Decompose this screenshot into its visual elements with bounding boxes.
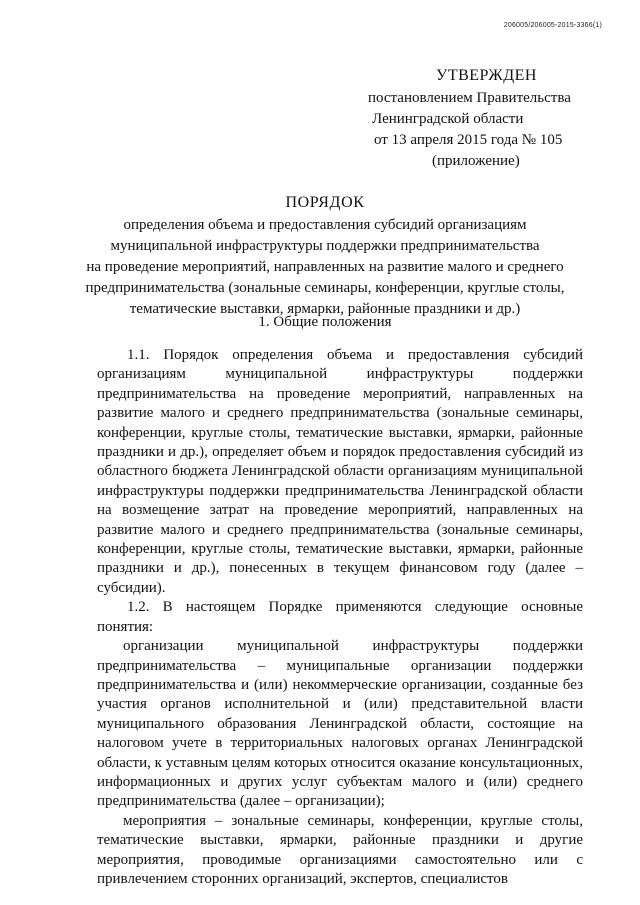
paragraph-definition-events: мероприятия – зональные семинары, конференции, круглые столы, тематические выставки, ярмарки, районные праздники и другие мероприятия, проводимые организациями самостоятельно или с привлечением сторонних организаций, экспертов, специалистов [97,812,583,887]
section-heading: 1. Общие положения [258,314,392,330]
approval-line-1: постановлением Правительства [368,90,571,106]
section-body [97,346,583,889]
approval-line-4: (приложение) [432,153,520,169]
paragraph-1-1: 1.1. Порядок определения объема и предоставления субсидий организациям муниципальной инфраструктуры поддержки предпринимательства на проведение мероприятий, направленных на развитие малого и среднего предпринимательства (зональные семинары, конференции, круглые столы, тематические выставки, ярмарки, районные праздники и др.), определяет объем и порядок предоставления субсидий из областного бюджета Ленинградской области организациям муниципальной инфраструктуры поддержки предпринимательства Ленинградской области на возмещение затрат на проведение мероприятий, направленных на развитие малого и среднего предпринимательства (зональные семинары, конференции, круглые столы, тематические выставки, ярмарки, районные праздники и др.), понесенных в текущем финансовом году (далее – субсидии). [97,347,583,596]
paragraph-definition-organizations: организации муниципальной инфраструктуры поддержки предпринимательства – муниципальные организации поддержки предпринимательства и (или) некоммерческие организации, созданные без участия органов исполнительной и (или) представительной власти муниципального образования Ленинградской области, состоящие на налоговом учете в территориальных налоговых органах Ленинградской области, к уставным целям которых относится оказание консультационных, информационных и других услуг субъектам малого и (или) среднего предпринимательства (далее – организации); [97,638,583,810]
title-line-2: муниципальной инфраструктуры поддержки предпринимательства [110,238,540,254]
paragraph-1-2: 1.2. В настоящем Порядке применяются следующие основные понятия: [97,599,583,635]
approval-stamp [368,64,618,172]
approval-line-2: Ленинградской области [372,111,524,127]
approval-line-3: от 13 апреля 2015 года № 105 [374,132,563,148]
title-line-5: тематические выставки, ярмарки, районные праздники и др.) [129,301,521,317]
title-line-4: предпринимательства (зональные семинары, конференции, круглые столы, [85,280,565,296]
approval-heading: УТВЕРЖДЕН [436,67,537,84]
title-line-3: на проведение мероприятий, направленных на развитие малого и среднего [86,259,564,275]
document-id: 206005/206005-2015-3366(1) [503,22,602,29]
title-line-1: определения объема и предоставления субсидий организациям [123,217,527,233]
document-title [60,192,590,320]
title-main: ПОРЯДОК [285,194,365,211]
